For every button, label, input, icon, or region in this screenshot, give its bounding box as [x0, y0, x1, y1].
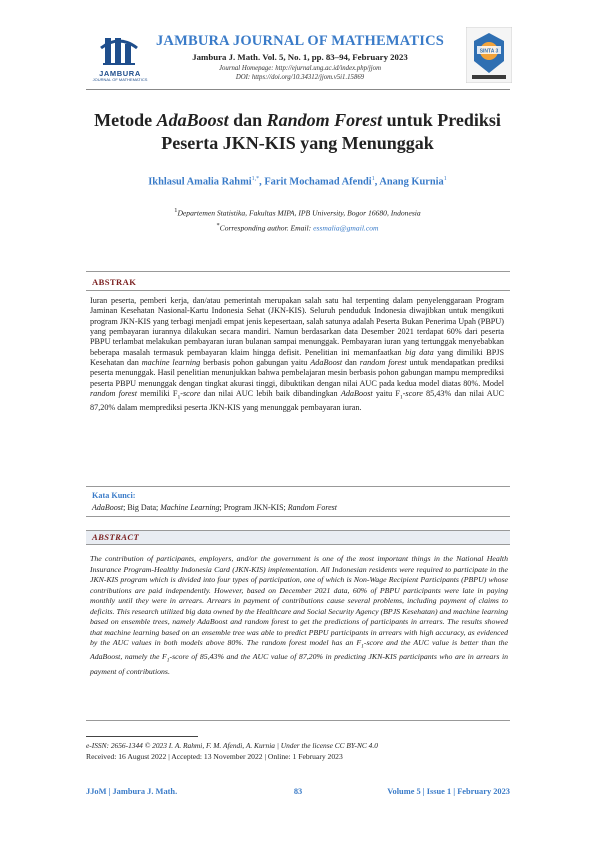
- divider: [86, 290, 510, 291]
- journal-name: JAMBURA JOURNAL OF MATHEMATICS: [155, 33, 445, 49]
- abstract-heading: ABSTRACT: [92, 532, 140, 542]
- journal-homepage-link[interactable]: Journal Homepage: http://ejurnal.ung.ac.id/index.php/jjom: [219, 65, 381, 72]
- page-number: 83: [293, 787, 303, 796]
- keywords-list: AdaBoost; Big Data; Machine Learning; Program JKN-KIS; Random Forest: [92, 503, 338, 512]
- dates-line: Received: 16 August 2022 | Accepted: 13 November 2022 | Online: 1 February 2023: [86, 752, 343, 761]
- paper-title-line1: Metode AdaBoost dan Random Forest untuk Prediksi: [94, 110, 501, 130]
- corresponding-author: *Corresponding author. Email: essmalia@gmail.com: [216, 222, 379, 233]
- abstrak-heading: ABSTRAK: [92, 277, 137, 287]
- journal-meta: Jambura J. Math. Vol. 5, No. 1, pp. 83–94, February 2023: [192, 52, 408, 62]
- abstract-heading-bar: [86, 530, 510, 545]
- badge-text: SINTA 3: [479, 48, 499, 55]
- abstract-text: The contribution of participants, employers, and/or the government is one of the most important things in the National Health Insurance Program-Healthy Indonesia Card (JKN-KIS) implementation. All Indonesian residents were required to participate in the JKN-KIS program which is divided into four types of participation, one of which is Non-Wage Recipient Participants (PBPU) whose contributions are paid independently. However, based on December 2021 data, 60% of PBPU participants were late in paying monthly until they were in arrears. Arrears in payment of contributions cause several problems, including payment of claims to deficits. This research utilized big data owned by the Healthcare and Social Security Agency (BPJS Kesehatan) and machine learning based on ensemble trees, namely AdaBoost and random forest to get the predictions of participants in arrears. The results showed that machine learning based on an ensemble tree was able to predict PBPU participants in arrears with high accuracy, as evidenced by the AUC values in both models above 80%. The random forest model has an $F_1$-score and the AUC value is better than the AdaBoost, namely the $F_1$-score of 85,43% and the AUC value of 87,20% in predicting JKN-KIS participants who are in arrears in payment of contributions.: [90, 554, 509, 676]
- logo-subtext: JOURNAL OF MATHEMATICS: [92, 77, 148, 82]
- affiliation: $^1$Departemen Statistika, Fakultas MIPA, IPB University, Bogor 16680, Indonesia: [174, 207, 421, 218]
- license-line: e-ISSN: 2656-1344 © 2023 I. A. Rahmi, F. M. Afendi, A. Kurnia | Under the license CC BY-NC 4.0: [86, 741, 378, 750]
- keywords-heading: Kata Kunci:: [92, 491, 136, 500]
- logo-text: JAMBURA: [99, 69, 141, 78]
- divider: [86, 720, 510, 721]
- divider: [86, 486, 510, 487]
- divider: [86, 271, 510, 272]
- footer-volume: Volume 5 | Issue 1 | February 2023: [387, 787, 510, 796]
- header-divider: [86, 89, 510, 90]
- footnote-rule: [86, 736, 198, 737]
- divider: [86, 516, 510, 517]
- email-link[interactable]: essmalia@gmail.com: [313, 223, 379, 233]
- accreditation-badge-icon: [466, 27, 512, 83]
- doi-link[interactable]: DOI: https://doi.org/10.34312/jjom.v5i1.15869: [235, 74, 365, 81]
- author-list: Ikhlasul Amalia Rahmi$^{1,*}$, Farit Mochamad Afendi$^1$, Anang Kurnia$^1$: [148, 176, 447, 188]
- abstrak-text: Iuran peserta, pemberi kerja, dan/atau pemerintah merupakan salah satu hal terpenting dalam penyelenggaraan Program Jaminan Kesehatan Nasional-Kartu Indonesia Sehat (JKN-KIS). Seluruh penduduk Indonesia diwajibkan untuk mengikuti program JKN-KIS yang terbagi menjadi empat jenis kepesertaan, salah satunya adalah Peserta Bukan Penerima Upah (PBPU) yang pembayaran iurannya dilakukan secara mandiri. Namun berdasarkan data Desember 2021 terdapat 60% dari peserta PBPU terlambat melakukan pembayaran iuran bulanan sampai menunggak. Pembayaran iuran yang tertunggak menyebabkan beberapa masalah termasuk pembayaran klaim hingga defisit. Penelitian ini memanfaatkan big data yang dimiliki BPJS Kesehatan dan machine learning berbasis pohon gabungan yaitu AdaBoost dan random forest untuk mendapatkan prediksi peserta menunggak. Hasil penelitian menunjukkan bahwa pembelajaran mesin berbasis pohon gabungan mampu memprediksi peserta PBPU menunggak dengan tingkat akurasi tinggi, dibuktikan dengan nilai AUC pada kedua model diatas 80%. Model random forest memiliki $F_1$-score dan nilai AUC lebih baik dibandingkan AdaBoost yaitu $F_1$-score 85,43% dan nilai AUC 87,20% dalam memprediksi peserta JKN-KIS yang menunggak pembayaran iuran.: [90, 296, 504, 413]
- footer-journal: JJoM | Jambura J. Math.: [86, 787, 178, 796]
- paper-title-line2: Peserta JKN-KIS yang Menunggak: [161, 133, 434, 153]
